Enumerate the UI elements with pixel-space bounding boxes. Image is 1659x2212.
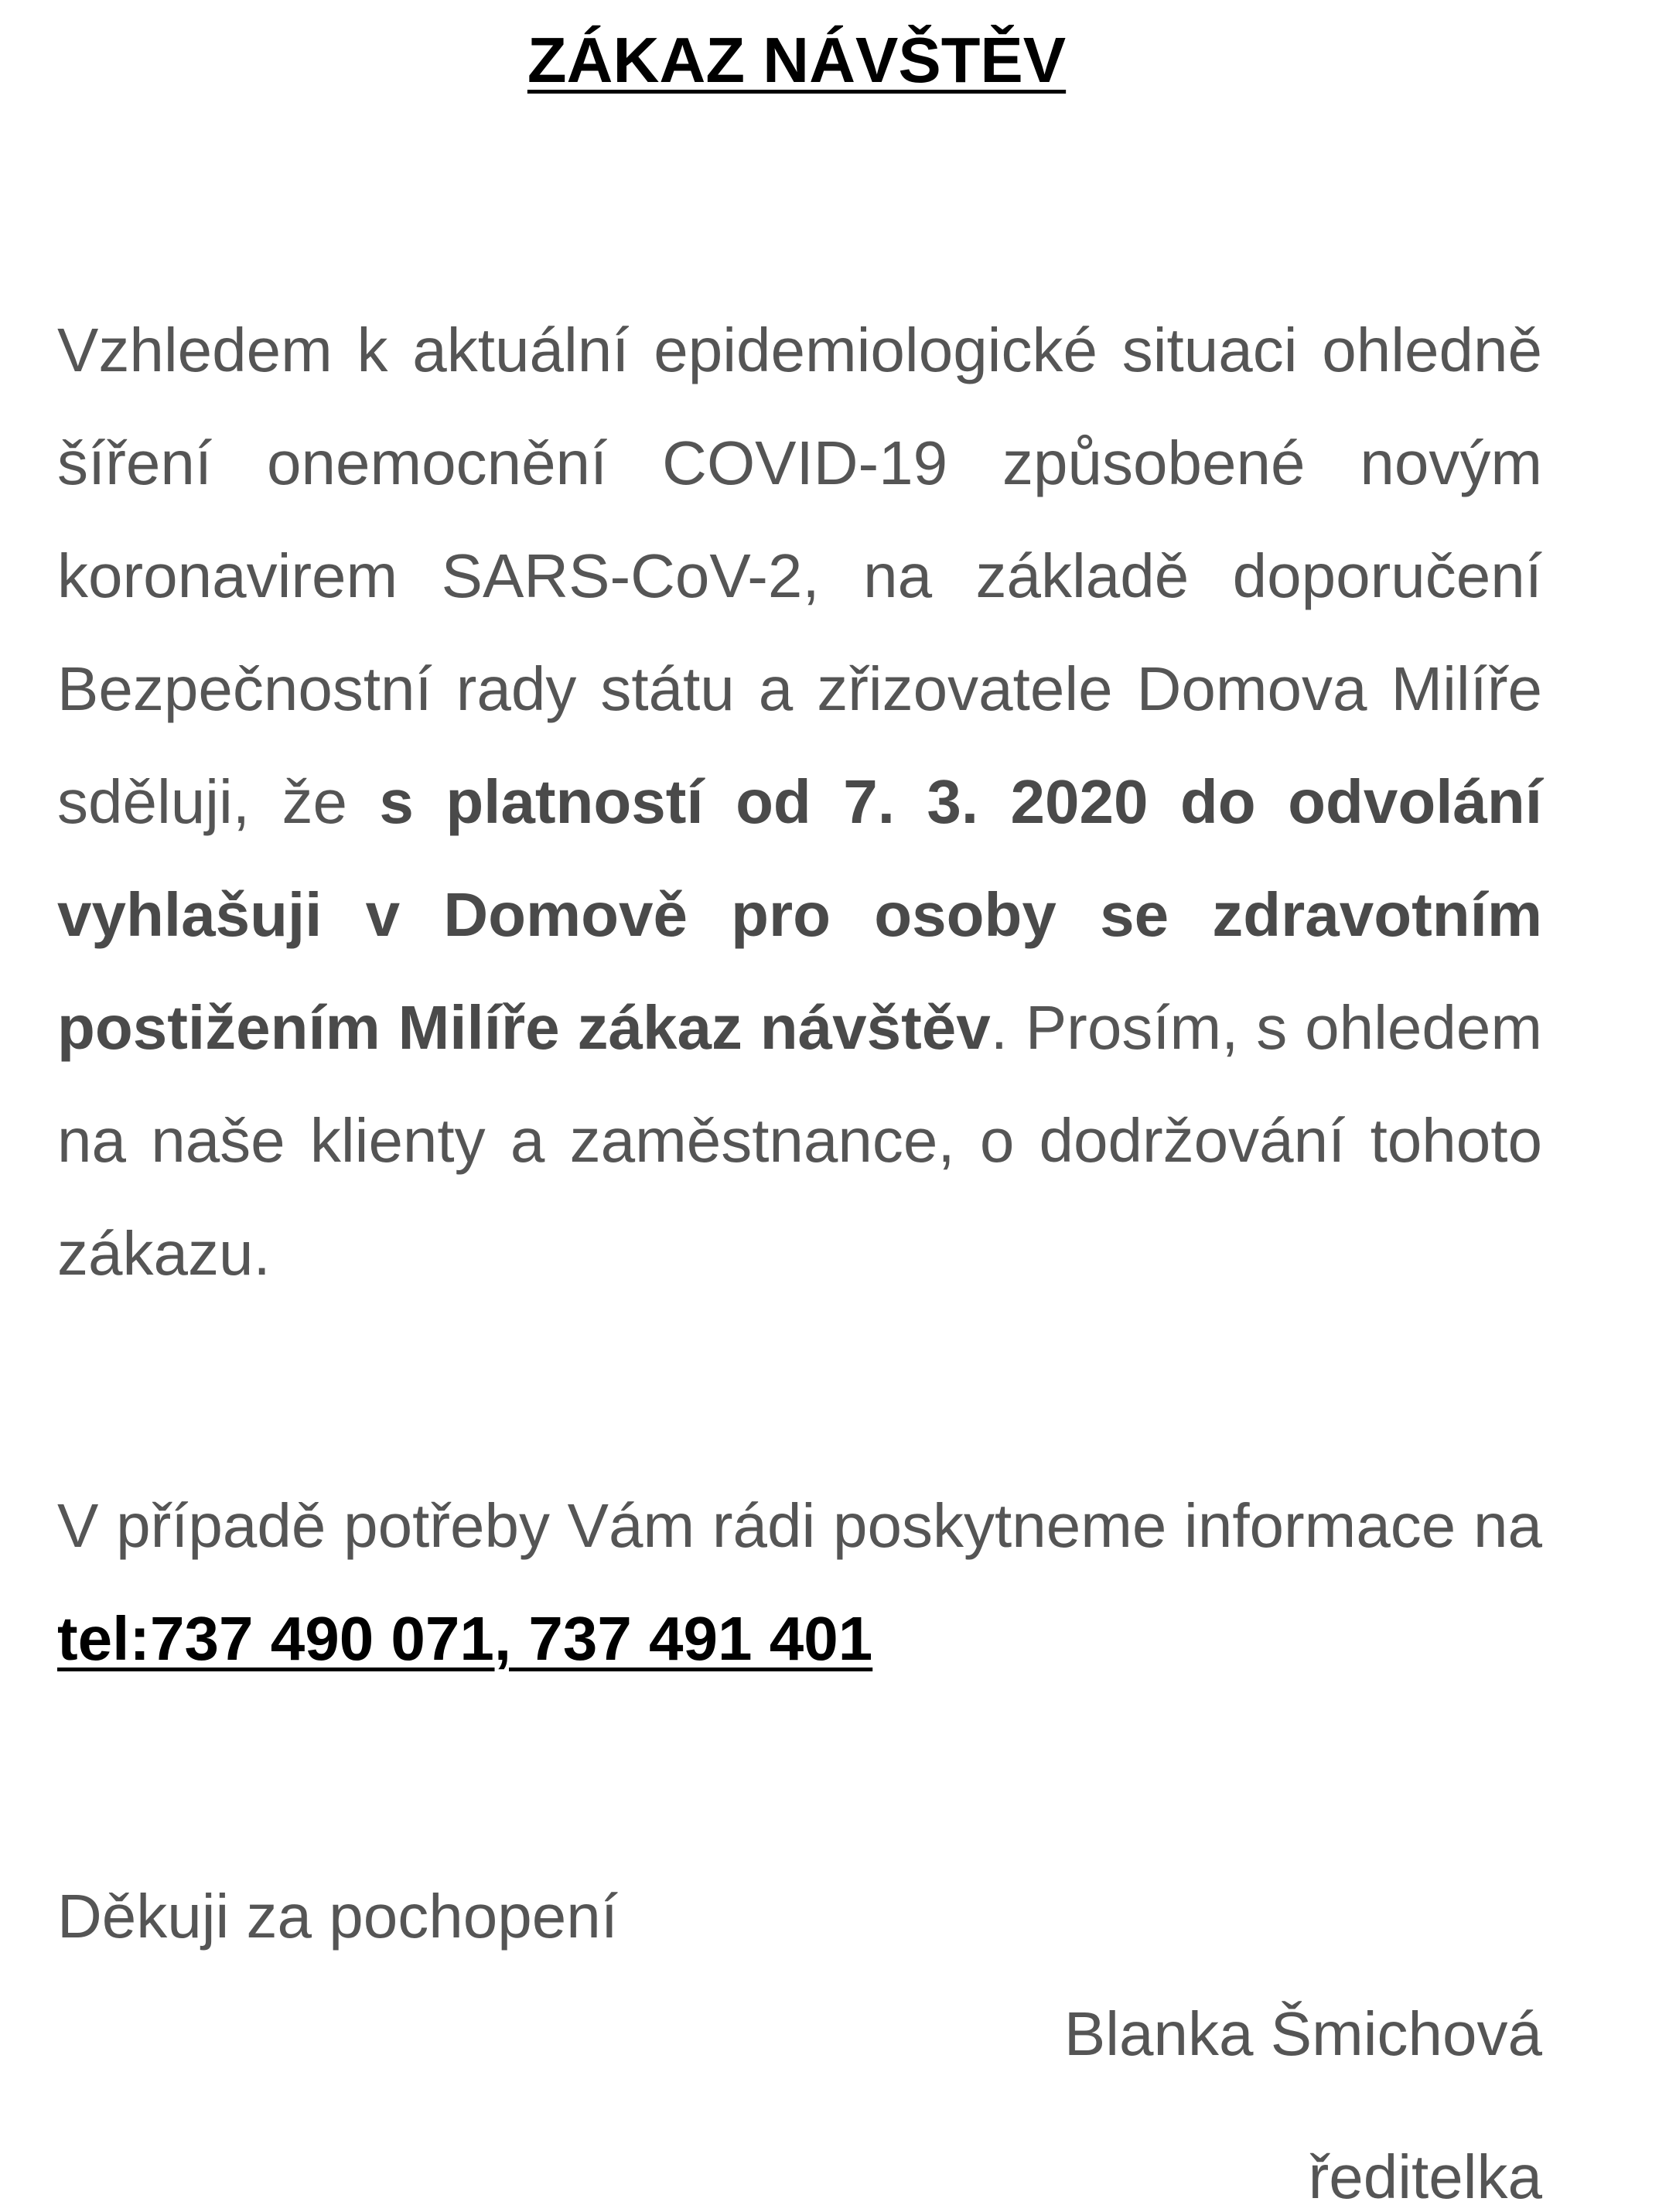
closing-text: Děkuji za pochopení <box>57 1882 618 1951</box>
notice-outro: . Prosím, s ohledem na naše klienty a zaměstnance, o dodržování tohoto zákazu. <box>57 993 1542 1288</box>
signature-name: Blanka Šmichová <box>1063 1999 1542 2068</box>
phone-link[interactable]: tel:737 490 071, 737 491 401 <box>57 1604 873 1673</box>
notice-body <box>57 294 1542 1310</box>
contact-text: V případě potřeby Vám rádi poskytneme informace na <box>57 1491 1542 1560</box>
notice-title: ZÁKAZ NÁVŠTĚV <box>527 24 1067 96</box>
notice-intro: Vzhledem k aktuální epidemiologické situaci ohledně šíření onemocnění COVID-19 způsobené novým koronavirem SARS-CoV-2, na základě doporučení Bezpečnostní rady státu a zřizovatele Domova Milíře sděluji, že <box>57 316 1542 836</box>
signature-role: ředitelka <box>1308 2142 1542 2211</box>
contact-paragraph <box>57 1470 1542 1695</box>
notice-highlight: s platností od 7. 3. 2020 do odvolání vyhlašuji v Domově pro osoby se zdravotním postižením Milíře zákaz návštěv <box>57 767 1543 1062</box>
